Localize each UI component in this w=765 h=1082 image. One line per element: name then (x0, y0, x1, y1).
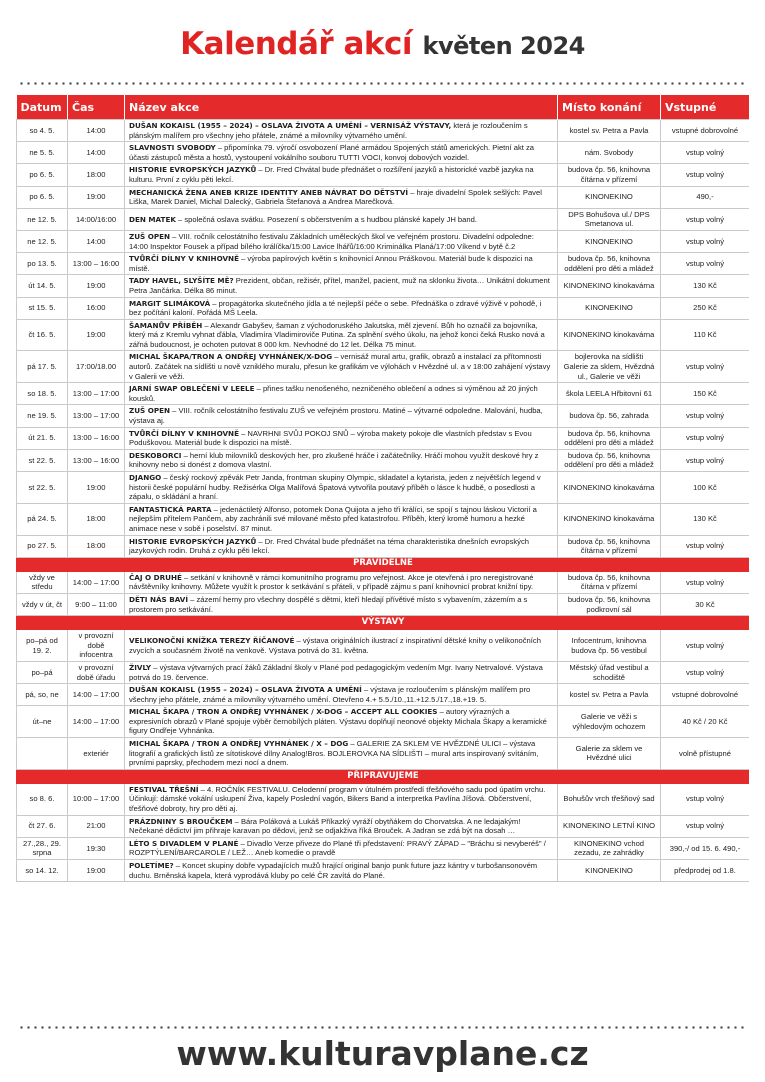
event-description (125, 253, 558, 275)
event-price: 250 Kč (661, 297, 750, 319)
event-date: ne 19. 5. (17, 405, 68, 427)
event-price: volně přístupné (661, 738, 750, 770)
event-text: – GALERIE ZA SKLEM VE HVĚZDNÉ ULICI – výstava litografií a grafických listů ze sítotiskové dílny Analog!Bros. BOJLEROVKA NA SÍDLIŠTI – mural arts inspirovaný svítáním, prvními paprsky, přechodem mezi nocí a dnem. (129, 739, 539, 768)
event-time: 13:00 – 17:00 (68, 383, 125, 405)
table-row (17, 738, 750, 770)
event-time: 14:00 – 17:00 (68, 571, 125, 593)
event-place: Bohušův vrch třešňový sad (558, 783, 661, 815)
event-date: po–pá (17, 661, 68, 683)
event-date: čt 27. 6. (17, 815, 68, 837)
event-date: út 14. 5. (17, 275, 68, 297)
event-title: HISTORIE EVROPSKÝCH JAZYKŮ (129, 165, 257, 175)
table-row (17, 275, 750, 297)
event-description (125, 593, 558, 615)
event-place: kostel sv. Petra a Pavla (558, 684, 661, 706)
event-title: DJANGO (129, 473, 162, 482)
event-time: 21:00 (68, 815, 125, 837)
table-row (17, 208, 750, 230)
event-time: 18:00 (68, 164, 125, 186)
event-date: so 14. 12. (17, 860, 68, 882)
event-price: vstup volný (661, 449, 750, 471)
event-description (125, 630, 558, 662)
event-title: MICHAL ŠKAPA / TRON A ONDŘEJ VYHNÁNEK / X-DOG – ACCEPT ALL COOKIES (129, 707, 438, 717)
event-place: KINONEKINO (558, 230, 661, 252)
event-description (125, 186, 558, 208)
event-description (125, 164, 558, 186)
column-header-price: Vstupné (661, 95, 750, 120)
event-date: st 22. 5. (17, 449, 68, 471)
event-time: 14:00 – 17:00 (68, 706, 125, 738)
event-time: v provozní době infocentra (68, 630, 125, 662)
events-table-wrapper (16, 95, 749, 1020)
event-date: po 6. 5. (17, 164, 68, 186)
table-row (17, 571, 750, 593)
event-time: 14:00 (68, 230, 125, 252)
event-place: KINONEKINO vchod zezadu, ze zahrádky (558, 837, 661, 859)
event-place: KINONEKINO kinokavárna (558, 472, 661, 504)
event-date: po 13. 5. (17, 253, 68, 275)
event-price: vstupné dobrovolné (661, 684, 750, 706)
table-row (17, 593, 750, 615)
event-title: JARNÍ SWAP OBLEČENÍ V LEELE (129, 384, 255, 394)
dotted-divider-top (18, 82, 747, 85)
event-price: vstup volný (661, 630, 750, 662)
table-row (17, 383, 750, 405)
event-text: – Koncet skupiny dobře vypadajících mužů hrající original banjo punk future jazz kántry v turbošansonovém duchu. Brněnská kapela, která vyprodává kluby po celé ČR zavítá do Plané. (129, 861, 538, 880)
event-date: so 18. 5. (17, 383, 68, 405)
event-description (125, 738, 558, 770)
event-time: 13:00 – 16:00 (68, 449, 125, 471)
event-place: KINONEKINO kinokavárna (558, 319, 661, 351)
event-price: vstup volný (661, 815, 750, 837)
event-title: FANTASTICKÁ PARTA (129, 504, 212, 514)
event-title: LÉTO S DIVADLEM V PLANÉ (129, 838, 239, 848)
event-description (125, 142, 558, 164)
event-time: 18:00 (68, 503, 125, 535)
event-date: pá, so, ne (17, 684, 68, 706)
event-description (125, 684, 558, 706)
event-text: – herní klub milovníků deskových her, pro zkušené hráče i začátečníky. Hráči mohou využít deskové hry z knihovny nebo si donést z domova vlastní. (129, 450, 539, 470)
table-row (17, 319, 750, 351)
event-description (125, 383, 558, 405)
table-row (17, 706, 750, 738)
event-price: 490,- (661, 186, 750, 208)
event-date: ne 5. 5. (17, 142, 68, 164)
event-price: 100 Kč (661, 472, 750, 504)
event-text: – výstava originálních ilustrací z inspirativní dětské knihy o velikonočních zvycích a současném životě na venkově. Výstava potrvá do 31. května. (129, 635, 541, 655)
table-row (17, 815, 750, 837)
event-text: která je rozloučením s plánským malířem pro všechny jeho přátele, známé a milovníky výtvarného umění. (129, 121, 528, 140)
event-time: 19:00 (68, 472, 125, 504)
event-date: ne 12. 5. (17, 208, 68, 230)
event-title: MECHANICKÁ ŽENA ANEB KRIZE IDENTITY ANEB NÁVRAT DO DĚTSTVÍ (129, 187, 409, 197)
event-price: vstup volný (661, 164, 750, 186)
event-date: vždy ve středu (17, 571, 68, 593)
event-title: DEN MATEK (129, 214, 176, 224)
event-description (125, 449, 558, 471)
event-time: 14:00 (68, 142, 125, 164)
event-title: TADY HAVEL, SLYŠÍTE MĚ? (129, 276, 234, 286)
event-place: KINONEKINO LETNÍ KINO (558, 815, 661, 837)
event-title: MICHAL ŠKAPA/TRON A ONDŘEJ VYHNÁNEK/X-DOG (129, 352, 333, 362)
table-row (17, 684, 750, 706)
event-price: vstup volný (661, 535, 750, 557)
event-place: KINONEKINO (558, 860, 661, 882)
event-place: budova čp. 56, knihovna oddělení pro děti a mládež (558, 449, 661, 471)
event-text: – Dr. Fred Chvátal bude přednášet o rozšíření jazyků a historické vazbě jazyka na kulturu. První z cyklu pěti lekcí. (129, 165, 534, 184)
table-row (17, 164, 750, 186)
event-time: 14:00 – 17:00 (68, 684, 125, 706)
event-description (125, 837, 558, 859)
column-header-event: Název akce (125, 95, 558, 120)
event-price: vstup volný (661, 661, 750, 683)
event-place: nám. Svobody (558, 142, 661, 164)
event-date: po–pá od 19. 2. (17, 630, 68, 662)
event-place: KINONEKINO kinokavárna (558, 275, 661, 297)
event-time: 19:00 (68, 319, 125, 351)
event-description (125, 275, 558, 297)
section-header-row (17, 557, 750, 571)
event-text: – 4. ROČNÍK FESTIVALU. Celodenní program v útulném prostředí třešňového sadu pod úpatím vrchu. Účinkují: dámské vokální uskupení Živa, kapely Poslední vagón, Bikers Band a interpretka Pavlína Jíšová. Občerstvení, třešňové dobroty, hry pro děti aj. (129, 784, 546, 814)
table-row (17, 449, 750, 471)
event-text: – Bára Poláková a Lukáš Příkazký vyráží obytňákem do Chorvatska. A ne ledajakým! Nečekané dědictví jim přihraje karavan po dědovi, jenž se odjakživa říká Brouček. A Jadran se zdá být na dosah … (129, 816, 521, 836)
section-header-row (17, 769, 750, 783)
event-price: vstup volný (661, 427, 750, 449)
event-place: KINONEKINO (558, 297, 661, 319)
event-price: 130 Kč (661, 275, 750, 297)
event-time: v provozní době úřadu (68, 661, 125, 683)
event-title: ZUŠ OPEN (129, 406, 171, 416)
footer-url: www.kulturavplane.cz (176, 1034, 589, 1073)
event-description (125, 208, 558, 230)
event-description (125, 503, 558, 535)
event-description (125, 405, 558, 427)
table-row (17, 142, 750, 164)
table-row (17, 837, 750, 859)
event-title: VELIKONOČNÍ KNÍŽKA TEREZY ŘÍČANOVÉ (129, 635, 295, 645)
event-price: vstup volný (661, 351, 750, 383)
event-place: Galerie ve věži s výhledovým ochozem (558, 706, 661, 738)
event-place: Galerie za sklem ve Hvězdné ulici (558, 738, 661, 770)
event-time: 14:00 (68, 120, 125, 142)
event-title: ŽIVLY (129, 662, 152, 672)
event-date: po 6. 5. (17, 186, 68, 208)
event-title: DĚTI NÁS BAVÍ (129, 594, 189, 604)
event-time: exteriér (68, 738, 125, 770)
column-header-date: Datum (17, 95, 68, 120)
event-title: ŠAMANŮV PŘÍBĚH (129, 320, 203, 330)
event-place: škola LEELA Hřbitovní 61 (558, 383, 661, 405)
title-main: Kalendář akcí (180, 26, 413, 62)
event-title: TVŮRČÍ DÍLNY V KNIHOVNĚ (129, 428, 239, 438)
event-place: Infocentrum, knihovna budova čp. 56 vestibul (558, 630, 661, 662)
event-place: budova čp. 56, knihovna oddělení pro děti a mládež (558, 427, 661, 449)
event-text: – zázemí herny pro všechny dospělé s dětmi, kteří hledají přívětivé místo s vybavením, zázemím a s prostorem pro setkávání. (129, 594, 528, 614)
section-heading: PRAVIDELNĚ (17, 557, 750, 571)
event-text: – připomínka 79. výročí osvobození Plané armádou Spojených států amerických. Pietní akt za účasti zástupců města a hostů, vystoupení vokálního souboru TUTTI VOCI, konvoj dobových vozidel. (129, 143, 534, 162)
event-time: 9:00 – 11:00 (68, 593, 125, 615)
event-place: budova čp. 56, knihovna čítárna v přízemí (558, 535, 661, 557)
event-description (125, 815, 558, 837)
event-text: – propagátorka skutečného jídla a té nejlepší péče o sebe. Přednáška o zdravé výživě v pohodě, i bez počítání kalorií. Pořádá MŠ Leela. (129, 298, 542, 318)
event-title: DUŠAN KOKAISL (1955 – 2024) – OSLAVA ŽIVOTA A UMĚNÍ – VERNISÁŽ VÝSTAVY, (129, 121, 452, 130)
event-place: KINONEKINO (558, 186, 661, 208)
events-table (16, 95, 749, 882)
event-description (125, 230, 558, 252)
dotted-divider-bottom (18, 1026, 747, 1029)
event-title: DESKOBORCI (129, 450, 182, 460)
table-row (17, 186, 750, 208)
section-header-row (17, 616, 750, 630)
event-price: vstupné dobrovolné (661, 120, 750, 142)
event-time: 18:00 (68, 535, 125, 557)
section-heading: VÝSTAVY (17, 616, 750, 630)
event-price: 390,-/ od 15. 6. 490,- (661, 837, 750, 859)
event-time: 16:00 (68, 297, 125, 319)
event-price: 30 Kč (661, 593, 750, 615)
event-description (125, 351, 558, 383)
event-text: – český rockový zpěvák Petr Janda, frontman skupiny Olympic, skladatel a kytarista, jeden z největších legend v historii české populární hudby. Režisérka Olga Malířová Špatová vytvořila poutavý příběh o lásce k hudbě, o posedlosti a zápalu, o skládání a hraní. (129, 473, 541, 502)
event-text: Prezident, občan, režisér, přítel, manžel, pacient, muž na sklonku života… Unikátní dokument Petra Jančárka. Délka 86 minut. (129, 276, 550, 295)
event-text: – výroba papírových květin s knihovnicí Annou Práškovou. Materiál bude k dispozici na místě. (129, 254, 533, 273)
table-header-row (17, 95, 750, 120)
event-description (125, 319, 558, 351)
event-description (125, 706, 558, 738)
event-time: 13:00 – 16:00 (68, 427, 125, 449)
title-month: květen 2024 (422, 32, 585, 60)
event-description (125, 535, 558, 557)
event-title: POLETÍME? (129, 861, 174, 870)
event-price: vstup volný (661, 253, 750, 275)
event-text: – vernisáž mural artu, grafik, obrazů a instalací za přítomnosti autorů. Začátek na sídlišti u nově vzniklého muralu, přesun ke grafikám ve výlohách v Hvězdné ul. a v 18:00 zahájení výstavy v Galerii ve věži. (129, 352, 551, 381)
event-place: bojlerovka na sídlišti Galerie za sklem, Hvězdná ul., Galerie ve věži (558, 351, 661, 383)
event-text: – Dr. Fred Chvátal bude přednášet na téma charakteristika dnešních evropských jazykových rodin. Druhá z cyklu pěti lekcí. (129, 536, 529, 556)
event-date: vždy v út, čt (17, 593, 68, 615)
event-text: – přines tašku nenošeného, nezničeného oblečení a odnes si výměnou až 20 jiných kousků. (129, 384, 538, 403)
event-date: 27.,28., 29. srpna (17, 837, 68, 859)
table-row (17, 661, 750, 683)
event-title: MICHAL ŠKAPA / TRON A ONDŘEJ VYHNÁNEK / X – DOG (129, 739, 349, 749)
event-time: 13:00 – 16:00 (68, 253, 125, 275)
event-time: 10:00 – 17:00 (68, 783, 125, 815)
event-date: so 8. 6. (17, 783, 68, 815)
event-date (17, 738, 68, 770)
event-text: – výstava výtvarných prací žáků Základní školy v Plané pod pedagogickým vedením Mgr. Ivany Netrvalové. Výstava potrvá do 19. července. (129, 662, 543, 682)
table-row (17, 297, 750, 319)
column-header-time: Čas (68, 95, 125, 120)
event-place: KINONEKINO kinokavárna (558, 503, 661, 535)
event-price: vstup volný (661, 783, 750, 815)
event-price: 130 Kč (661, 503, 750, 535)
event-text: – výstava je rozloučením s plánským malířem pro všechny jeho přátele, známé a milovníky výtvarného umění. Otevřeno 4.+ 5.5./10.,11.+12.5./17.,18.+19. 5. (129, 685, 531, 704)
event-date: út 21. 5. (17, 427, 68, 449)
event-description (125, 427, 558, 449)
event-description (125, 120, 558, 142)
event-text: – společná oslava svátku. Posezení s občerstvením a s hudbou plánské kapely JH band. (175, 214, 477, 224)
event-date: po 27. 5. (17, 535, 68, 557)
event-place: budova čp. 56, knihovna čítárna v přízemí (558, 571, 661, 593)
table-row (17, 630, 750, 662)
event-time: 19:00 (68, 860, 125, 882)
event-date: pá 24. 5. (17, 503, 68, 535)
table-row (17, 405, 750, 427)
event-title: SLAVNOSTI SVOBODY (129, 143, 216, 153)
event-time: 19:00 (68, 275, 125, 297)
event-text: – NAVRHNI SVŮJ POKOJ SNŮ – výroba makety pokoje dle vlastních představ s Evou Poduškovou. Materiál bude k dispozici na místě. (129, 428, 532, 448)
event-title: PRÁZDNINY S BROUČKEM (129, 816, 233, 826)
table-row (17, 120, 750, 142)
event-text: – VIII. ročník celostátního festivalu Základních uměleckých škol ve veřejném prostoru. Divadelní odpoledne: 14:00 Inspektor Fousek a případ bílého králíčka/15:00 Lavice lhářů/16:00 Kriminálka Planá/17:00 Víkend v bytě č.2 (129, 231, 534, 251)
event-date: st 15. 5. (17, 297, 68, 319)
table-row (17, 472, 750, 504)
event-place: budova čp. 56, zahrada (558, 405, 661, 427)
event-title: TVŮRČÍ DÍLNY V KNIHOVNĚ (129, 254, 239, 264)
page-title (0, 26, 765, 62)
event-title: DUŠAN KOKAISL (1955 – 2024) – OSLAVA ŽIVOTA A UMĚNÍ (129, 685, 362, 695)
event-time: 19:00 (68, 186, 125, 208)
event-price: vstup volný (661, 571, 750, 593)
event-time: 17:00/18.00 (68, 351, 125, 383)
table-row (17, 783, 750, 815)
event-date: so 4. 5. (17, 120, 68, 142)
event-text: – VIII. ročník celostátního festivalu ZUŠ ve veřejném prostoru. Matiné – výtvarné odpoledne. Malování, hudba, výstava aj. (129, 406, 543, 426)
event-time: 14:00/16:00 (68, 208, 125, 230)
event-title: ČAJ O DRUHÉ (129, 572, 182, 582)
event-price: vstup volný (661, 208, 750, 230)
table-row (17, 860, 750, 882)
event-date: st 22. 5. (17, 472, 68, 504)
table-row (17, 253, 750, 275)
event-description (125, 472, 558, 504)
event-time: 19:30 (68, 837, 125, 859)
table-row (17, 351, 750, 383)
column-header-place: Místo konání (558, 95, 661, 120)
event-description (125, 661, 558, 683)
table-row (17, 427, 750, 449)
event-title: HISTORIE EVROPSKÝCH JAZYKŮ (129, 536, 257, 546)
event-place: budova čp. 56, knihovna čítárna v přízemí (558, 164, 661, 186)
event-price: 110 Kč (661, 319, 750, 351)
event-title: ZUŠ OPEN (129, 231, 171, 241)
event-text: – jedenáctiletý Alfonso, potomek Dona Quijota a jeho tři králíci, se spojí s tajnou láskou Victorií a nejlepším přítelem Pančem, aby zachránili své milované město před katastrofou. Příběh, který kromě humoru a hezké animace nese v sobě i poselství. 87 minut. (129, 504, 537, 533)
event-place: Městský úřad vestibul a schodiště (558, 661, 661, 683)
event-text: – hraje divadelní Spolek sešlých: Pavel Liška, Marek Daniel, Michal Dalecký, Gabriela Štefanová a Andrea Marečková. (129, 187, 542, 207)
table-row (17, 535, 750, 557)
event-place: budova čp. 56, knihovna oddělení pro děti a mládež (558, 253, 661, 275)
event-time: 13:00 – 17:00 (68, 405, 125, 427)
event-description (125, 783, 558, 815)
event-date: čt 16. 5. (17, 319, 68, 351)
event-description (125, 297, 558, 319)
event-description (125, 571, 558, 593)
event-text: – setkání v knihovně v rámci komunitního programu pro veřejnost. Akce je otevřená i pro neregistrované návštěvníky knihovny. Můžete využít k prostor k setkávání s přáteli, v případě zájmu s paní knihovnicí probrat knižní tipy. (129, 572, 534, 592)
event-text: – Alexandr Gabyšev, šaman z východoruského Jakutska, měl zjevení. Bůh ho označil za bojovníka, který má z Kremlu vyhnat ďábla, Vladimíra Vladimiroviče Putina. Za splnění svého úkolu, na jehož konci čeká Rusko nová a zářná budoucnost, je ochoten putovat 8 000 km. Nevhodné do 12 let. Délka 75 minut. (129, 320, 545, 349)
event-date: ne 12. 5. (17, 230, 68, 252)
section-heading: PŘIPRAVUJEME (17, 769, 750, 783)
event-text: – autory výrazných a expresivních obrazů v Plané spojuje výběr černobílých pláten. Výstavu doplňují neonové objekty Michala Škapy a keramické figury Ondřeje Vyhnánka. (129, 707, 547, 736)
event-date: út–ne (17, 706, 68, 738)
event-text: – Divadlo Verze přiveze do Plané tři představení: PRAVÝ ZÁPAD – "Bráchu si nevyberéš" / ROZPTÝLENÍ/BARCAROLE / LEŽ… Aneb komedie o pravdě (129, 838, 546, 858)
table-row (17, 503, 750, 535)
event-place: kostel sv. Petra a Pavla (558, 120, 661, 142)
event-price: 40 Kč / 20 Kč (661, 706, 750, 738)
table-row (17, 230, 750, 252)
event-price: 150 Kč (661, 383, 750, 405)
event-title: FESTIVAL TŘEŠNÍ (129, 784, 199, 794)
event-place: DPS Bohušova ul./ DPS Smetanova ul. (558, 208, 661, 230)
event-title: MARGIT SLIMÁKOVÁ (129, 298, 211, 308)
event-description (125, 860, 558, 882)
event-price: vstup volný (661, 142, 750, 164)
event-date: pá 17. 5. (17, 351, 68, 383)
event-place: budova čp. 56, knihovna podkrovní sál (558, 593, 661, 615)
event-price: předprodej od 1.8. (661, 860, 750, 882)
event-price: vstup volný (661, 405, 750, 427)
event-price: vstup volný (661, 230, 750, 252)
